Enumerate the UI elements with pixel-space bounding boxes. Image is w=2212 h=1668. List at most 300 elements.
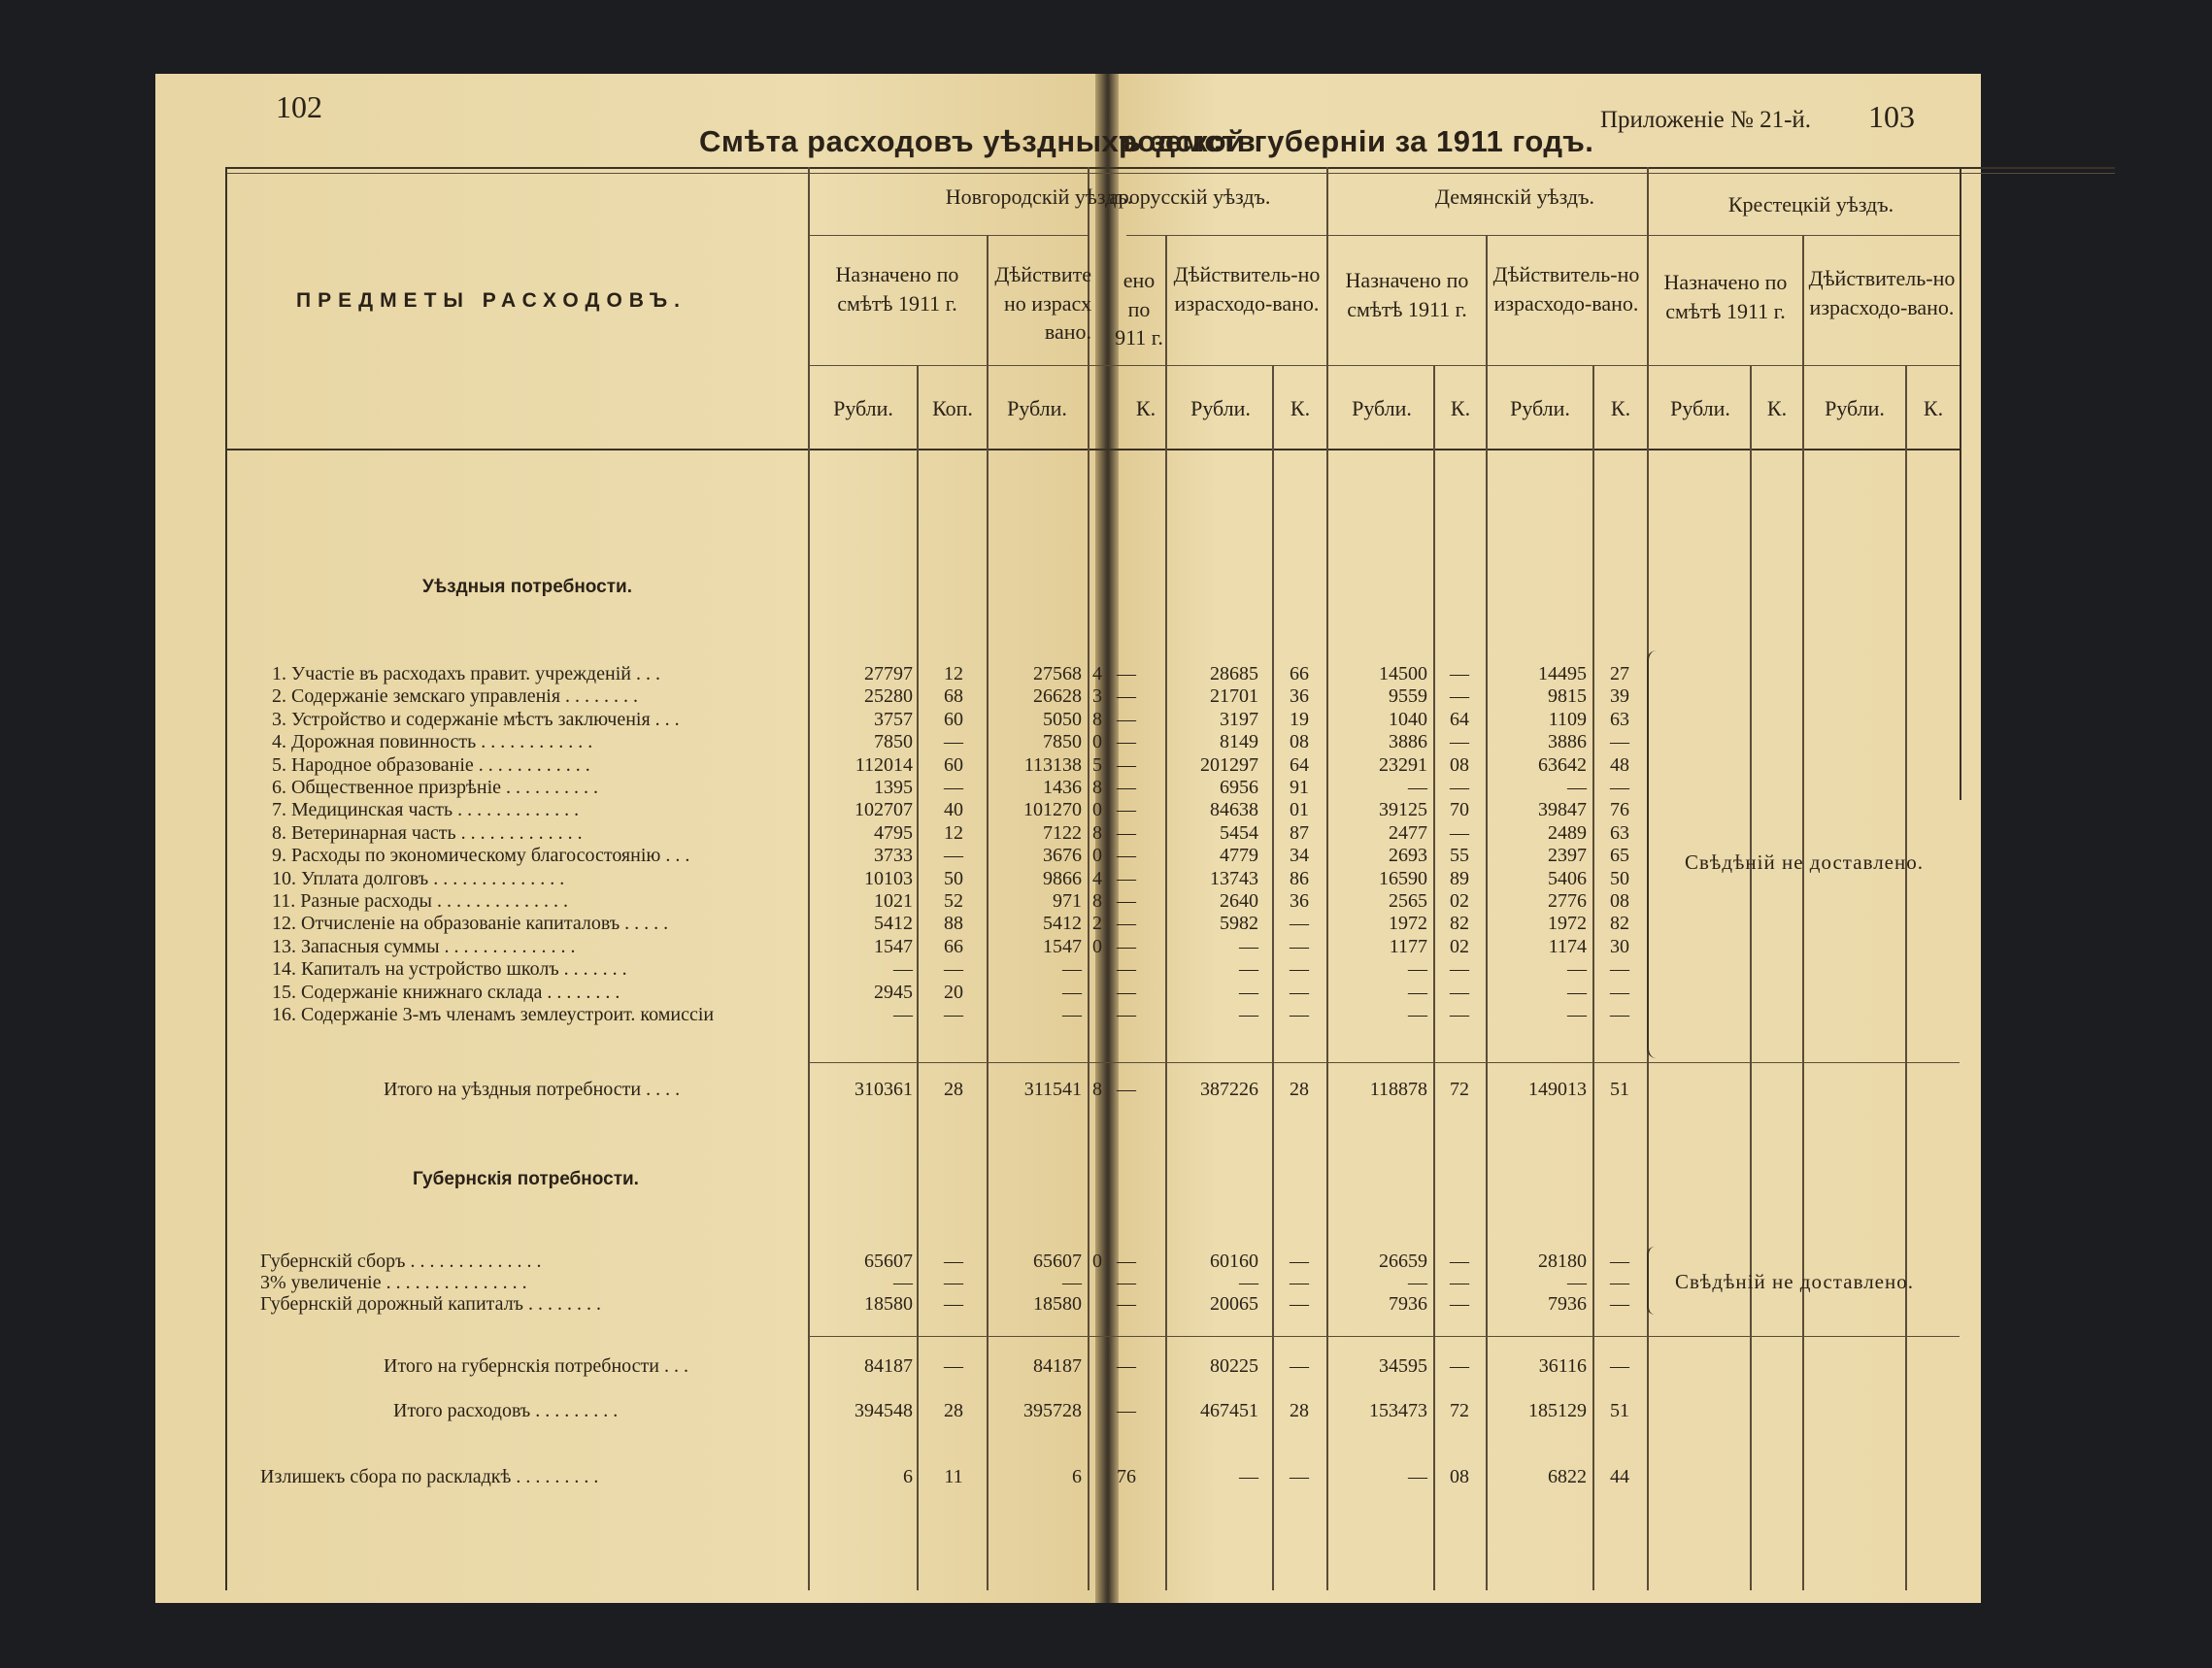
cell: 51 [1610, 1079, 1629, 1100]
cell: 65607 [864, 1251, 913, 1272]
cell: — [1450, 1293, 1469, 1315]
cell: 86 [1290, 867, 1309, 889]
cell: — [1239, 935, 1258, 957]
cell: 80225 [1210, 1355, 1258, 1377]
row-label: 2. Содержаніе земскаго управленія . . . . . . . . [272, 685, 639, 708]
cell: 5050 [1043, 708, 1082, 730]
cell: — [1117, 1079, 1136, 1100]
cell: — [1239, 1466, 1258, 1487]
table-row [155, 754, 1981, 777]
cell: 3197 [1220, 708, 1258, 730]
cell: 101270 [1023, 799, 1082, 821]
cell: 1972 [1389, 913, 1427, 935]
cell: 76 [1117, 1466, 1136, 1487]
cell: 50 [1610, 867, 1629, 889]
cell: 60160 [1210, 1251, 1258, 1272]
unit-k: К. [1923, 396, 1944, 420]
cell: — [1567, 958, 1587, 981]
unit-rubles: Рубли. [833, 396, 893, 420]
cell: 34595 [1379, 1355, 1427, 1377]
cell: — [1117, 799, 1136, 821]
actual-header: Дѣйствитель-но израсходо-вано. [1808, 266, 1956, 319]
cell: — [1239, 1272, 1258, 1293]
cell: 01 [1290, 799, 1309, 821]
row-label: 15. Содержаніе книжнаго склада . . . . . . . . [272, 981, 620, 1003]
cell: 7850 [1043, 731, 1082, 753]
cell: — [1117, 708, 1136, 730]
cell: — [944, 1272, 963, 1293]
cell: — [1062, 1004, 1082, 1025]
table-row [155, 1293, 1981, 1316]
cell: 201297 [1200, 753, 1258, 776]
cell: — [944, 1293, 963, 1315]
cell: 9815 [1548, 685, 1587, 708]
cell: 1972 [1548, 913, 1587, 935]
cell: 1436 [1043, 777, 1082, 798]
cell: 84638 [1210, 799, 1258, 821]
district-demyansk: Демянскій уѣздъ. [1434, 184, 1594, 209]
unit-rubles: Рубли. [1007, 396, 1067, 420]
cell: 4779 [1220, 845, 1258, 867]
cell: — [1610, 777, 1629, 798]
cell: 28180 [1538, 1251, 1587, 1272]
cell: 28 [1290, 1400, 1309, 1421]
cell: 23291 [1379, 753, 1427, 776]
cell: 2397 [1548, 845, 1587, 867]
assigned-header-cut: ено по 911 г. [1115, 268, 1163, 350]
cell: 27 [1610, 663, 1629, 684]
cell: 2945 [874, 981, 913, 1003]
cell: — [944, 731, 963, 753]
district-novgorod: Новгородскій уѣздъ. [945, 184, 1133, 209]
cell: 118878 [1369, 1079, 1427, 1100]
cell: 21701 [1210, 685, 1258, 708]
subtotal-rule [808, 1062, 1960, 1063]
row-label: 1. Участіе въ расходахъ правит. учрежденій . . . [272, 663, 660, 684]
cell: 30 [1610, 935, 1629, 957]
assigned-header: Назначено по смѣтѣ 1911 г. [835, 262, 959, 316]
cell: — [1117, 913, 1136, 935]
cell: — [1239, 958, 1258, 981]
cell: 0 [1092, 935, 1102, 957]
cell: 72 [1450, 1079, 1469, 1100]
cell: — [1290, 1004, 1309, 1025]
cell: — [1117, 845, 1136, 867]
book-spread [155, 74, 1981, 1603]
cell: — [1062, 981, 1082, 1003]
row-label: Губернскій дорожный капиталъ . . . . . . . . [260, 1293, 602, 1315]
unit-k: К. [1450, 396, 1471, 420]
cell: 68 [944, 685, 963, 708]
table-row [155, 936, 1981, 958]
cell: — [1117, 935, 1136, 957]
top-rule-thin [225, 173, 2115, 174]
cell: 8 [1092, 890, 1102, 912]
cell: 39847 [1538, 799, 1587, 821]
hdr-rule [808, 365, 1960, 366]
cell: 3757 [874, 708, 913, 730]
cell: 467451 [1200, 1400, 1258, 1421]
cell: 8 [1092, 777, 1102, 798]
cell: 2640 [1220, 890, 1258, 912]
cell: 12 [944, 821, 963, 844]
cell: 11 [944, 1466, 963, 1487]
cell: — [1610, 1251, 1629, 1272]
brace-district [1647, 651, 1668, 1058]
cell: 84187 [864, 1355, 913, 1377]
cell: 63 [1610, 708, 1629, 730]
cell: 13743 [1210, 867, 1258, 889]
table-row [155, 663, 1981, 685]
cell: 5982 [1220, 913, 1258, 935]
cell: — [1408, 958, 1427, 981]
cell: 63642 [1538, 753, 1587, 776]
cell: 66 [944, 935, 963, 957]
cell: 2 [1092, 913, 1102, 935]
cell: — [1567, 1004, 1587, 1025]
cell: 14495 [1538, 663, 1587, 684]
cell: 8 [1092, 708, 1102, 730]
cell: — [1290, 1466, 1309, 1487]
cell: — [1610, 958, 1629, 981]
top-rule [225, 167, 2115, 169]
cell: — [1117, 1355, 1136, 1377]
cell: 40 [944, 799, 963, 821]
row-label: 14. Капиталъ на устройство школъ . . . . . . . [272, 958, 627, 981]
cell: 55 [1450, 845, 1469, 867]
cell: 36 [1290, 685, 1309, 708]
cell: 5406 [1548, 867, 1587, 889]
cell: — [1450, 1251, 1469, 1272]
district-krestets: Крестецкій уѣздъ. [1727, 192, 1894, 217]
cell: — [1450, 685, 1469, 708]
cell: — [1450, 1272, 1469, 1293]
assigned-header: Назначено по смѣтѣ 1911 г. [1663, 270, 1788, 323]
cell: — [1567, 1272, 1587, 1293]
cell: 51 [1610, 1400, 1629, 1421]
cell: 5 [1092, 753, 1102, 776]
table-row [155, 709, 1981, 731]
district-starorussky: арорусскій уѣздъ. [1109, 184, 1271, 209]
cell: 28685 [1210, 663, 1258, 684]
cell: 66 [1290, 663, 1309, 684]
cell: — [1290, 913, 1309, 935]
cell: — [1117, 1004, 1136, 1025]
cell: 27797 [864, 663, 913, 684]
cell: 82 [1450, 913, 1469, 935]
row-label: 3% увеличеніе . . . . . . . . . . . . . . . [260, 1272, 527, 1293]
cell: 1547 [874, 935, 913, 957]
hdr-rule [808, 235, 1088, 236]
cell: 91 [1290, 777, 1309, 798]
cell: 2477 [1389, 821, 1427, 844]
cell: — [1450, 1355, 1469, 1377]
cell: 50 [944, 867, 963, 889]
cell: — [1610, 1355, 1629, 1377]
cell: — [1117, 1293, 1136, 1315]
row-label: 5. Народное образованіе . . . . . . . . . . . . [272, 753, 590, 776]
cell: 0 [1092, 1251, 1102, 1272]
cell: 08 [1450, 753, 1469, 776]
cell: 08 [1610, 890, 1629, 912]
cell: — [1290, 1272, 1309, 1293]
section-district: Уѣздныя потребности. [422, 577, 632, 597]
cell: 39125 [1379, 799, 1427, 821]
cell: — [893, 1272, 913, 1293]
cell: — [944, 958, 963, 981]
cell: — [1610, 1272, 1629, 1293]
row-label: 3. Устройство и содержаніе мѣстъ заключенія . . . [272, 708, 680, 730]
cell: 5454 [1220, 821, 1258, 844]
assigned-header: Назначено по смѣтѣ 1911 г. [1345, 268, 1469, 321]
unit-k: К. [1610, 396, 1631, 420]
cell: 18580 [864, 1293, 913, 1315]
unit-rubles: Рубли. [1352, 396, 1412, 420]
cell: 88 [944, 913, 963, 935]
cell: 112014 [855, 753, 913, 776]
cell: — [1117, 1400, 1136, 1421]
cell: — [1117, 731, 1136, 753]
cell: — [893, 1004, 913, 1025]
row-label: Итого расходовъ . . . . . . . . . [393, 1400, 619, 1421]
table-row [155, 685, 1981, 708]
cell: 16590 [1379, 867, 1427, 889]
unit-rubles: Рубли. [1190, 396, 1251, 420]
cell: 971 [1053, 890, 1082, 912]
cell: 08 [1450, 1466, 1469, 1487]
cell: — [944, 777, 963, 798]
cell: 70 [1450, 799, 1469, 821]
table-row [155, 958, 1981, 981]
cell: 8149 [1220, 731, 1258, 753]
cell: 7936 [1389, 1293, 1427, 1315]
actual-header-cut: Дѣйствите но израсх вано. [994, 262, 1091, 345]
cell: — [1117, 685, 1136, 708]
surplus-row [155, 1466, 1981, 1488]
total-all-row [155, 1400, 1981, 1422]
page-title-left: Смѣта расходовъ уѣздныхъ земств [699, 124, 1257, 158]
cell: 6 [1072, 1466, 1082, 1487]
cell: 0 [1092, 799, 1102, 821]
cell: 36116 [1538, 1355, 1587, 1377]
items-caption: ПРЕДМЕТЫ РАСХОДОВЪ. [296, 289, 687, 312]
actual-header: Дѣйствитель-но израсходо-вано. [1492, 262, 1640, 316]
cell: — [1290, 1251, 1309, 1272]
unit-rubles: Рубли. [1670, 396, 1730, 420]
row-label: 10. Уплата долговъ . . . . . . . . . . . . . . [272, 867, 565, 889]
table-row [155, 822, 1981, 845]
section-provincial: Губернскія потребности. [413, 1169, 639, 1189]
unit-k: К. [1135, 396, 1156, 420]
cell: — [1117, 663, 1136, 684]
cell: 64 [1290, 753, 1309, 776]
row-label: Излишекъ сбора по раскладкѣ . . . . . . . . . [260, 1466, 599, 1487]
cell: 394548 [855, 1400, 913, 1421]
cell: — [1567, 981, 1587, 1003]
cell: 0 [1092, 845, 1102, 867]
cell: 113138 [1023, 753, 1082, 776]
cell: 387226 [1200, 1079, 1258, 1100]
cell: 1395 [874, 777, 913, 798]
cell: 08 [1290, 731, 1309, 753]
cell: — [1408, 1272, 1427, 1293]
cell: 14500 [1379, 663, 1427, 684]
row-label: Губернскій сборъ . . . . . . . . . . . . . . [260, 1251, 542, 1272]
page-number-right: 103 [1868, 99, 1915, 134]
cell: 28 [944, 1079, 963, 1100]
cell: — [1290, 958, 1309, 981]
cell: 60 [944, 708, 963, 730]
cell: 3886 [1548, 731, 1587, 753]
cell: 26628 [1033, 685, 1082, 708]
row-label: 7. Медицинская часть . . . . . . . . . . . . . [272, 799, 580, 821]
cell: 1021 [874, 890, 913, 912]
cell: — [1062, 1272, 1082, 1293]
cell: — [893, 958, 913, 981]
cell: 3 [1092, 685, 1102, 708]
cell: 1109 [1548, 708, 1587, 730]
table-row [155, 799, 1981, 821]
row-label: 4. Дорожная повинность . . . . . . . . . . . . [272, 731, 593, 753]
total-provincial-row [155, 1355, 1981, 1378]
cell: 2776 [1548, 890, 1587, 912]
cell: 310361 [855, 1079, 913, 1100]
cell: — [1117, 890, 1136, 912]
cell: 1174 [1548, 935, 1587, 957]
cell: 20 [944, 981, 963, 1003]
cell: — [1450, 777, 1469, 798]
cell: 8 [1092, 1079, 1102, 1100]
cell: 7850 [874, 731, 913, 753]
cell: 64 [1450, 708, 1469, 730]
row-label: 6. Общественное призрѣніе . . . . . . . . . . [272, 777, 599, 798]
page-title-right: родской губерніи за 1911 годъ. [1119, 124, 1594, 158]
table-row [155, 1004, 1981, 1026]
cell: 65607 [1033, 1251, 1082, 1272]
cell: 84187 [1033, 1355, 1082, 1377]
cell: 02 [1450, 890, 1469, 912]
cell: — [944, 1004, 963, 1025]
no-data-district: Свѣдѣній не доставлено. [1685, 851, 1924, 874]
header-bottom-rule [225, 449, 1960, 450]
table-row [155, 777, 1981, 799]
cell: 72 [1450, 1400, 1469, 1421]
table-row [155, 731, 1981, 753]
cell: — [1450, 821, 1469, 844]
cell: 27568 [1033, 663, 1082, 684]
cell: 149013 [1528, 1079, 1587, 1100]
cell: 18580 [1033, 1293, 1082, 1315]
cell: 3886 [1389, 731, 1427, 753]
cell: — [944, 845, 963, 867]
cell: 25280 [864, 685, 913, 708]
cell: 102707 [855, 799, 913, 821]
unit-rubles: Рубли. [1510, 396, 1570, 420]
row-label: 11. Разные расходы . . . . . . . . . . . . . . [272, 890, 568, 912]
row-label: Итого на губернскія потребности . . . [384, 1355, 688, 1377]
table-row [155, 913, 1981, 935]
cell: 87 [1290, 821, 1309, 844]
cell: — [1290, 1293, 1309, 1315]
cell: 7936 [1548, 1293, 1587, 1315]
cell: 28 [944, 1400, 963, 1421]
cell: — [1290, 1355, 1309, 1377]
cell: 76 [1610, 799, 1629, 821]
subtotal-rule [808, 1336, 1960, 1337]
cell: 28 [1290, 1079, 1309, 1100]
cell: — [1062, 958, 1082, 981]
cell: 153473 [1369, 1400, 1427, 1421]
cell: 52 [944, 890, 963, 912]
row-label: 13. Запасныя суммы . . . . . . . . . . . . . . [272, 935, 576, 957]
cell: 65 [1610, 845, 1629, 867]
cell: — [1117, 1272, 1136, 1293]
cell: 1040 [1389, 708, 1427, 730]
no-data-provincial: Свѣдѣній не доставлено. [1675, 1270, 1914, 1293]
unit-k: К. [1766, 396, 1788, 420]
cell: 2489 [1548, 821, 1587, 844]
cell: — [1239, 1004, 1258, 1025]
cell: 89 [1450, 867, 1469, 889]
brace-provincial [1647, 1247, 1662, 1315]
cell: — [1290, 981, 1309, 1003]
cell: 9559 [1389, 685, 1427, 708]
cell: — [1117, 958, 1136, 981]
cell: — [1450, 731, 1469, 753]
cell: 12 [944, 663, 963, 684]
cell: — [1610, 1004, 1629, 1025]
table-row [155, 890, 1981, 913]
cell: — [1450, 1004, 1469, 1025]
cell: 10103 [864, 867, 913, 889]
cell: — [1408, 777, 1427, 798]
cell: 26659 [1379, 1251, 1427, 1272]
cell: 20065 [1210, 1293, 1258, 1315]
cell: 02 [1450, 935, 1469, 957]
row-label: 9. Расходы по экономическому благосостоянію . . . [272, 845, 690, 867]
cell: 3733 [874, 845, 913, 867]
hdr-rule [1126, 235, 1960, 236]
cell: 48 [1610, 753, 1629, 776]
actual-header: Дѣйствитель-но израсходо-вано. [1173, 262, 1321, 316]
row-label: Итого на уѣздныя потребности . . . . [384, 1079, 681, 1100]
cell: 3676 [1043, 845, 1082, 867]
cell: 63 [1610, 821, 1629, 844]
cell: 1177 [1389, 935, 1427, 957]
cell: 185129 [1528, 1400, 1587, 1421]
cell: — [1567, 777, 1587, 798]
cell: — [1450, 663, 1469, 684]
cell: — [1408, 1004, 1427, 1025]
row-label: 16. Содержаніе 3-мъ членамъ землеустроит. комиссіи [272, 1004, 715, 1025]
cell: — [1117, 777, 1136, 798]
cell: 4 [1092, 663, 1102, 684]
page-number-left: 102 [276, 89, 322, 124]
cell: 19 [1290, 708, 1309, 730]
row-label: 12. Отчисленіе на образованіе капиталовъ . . . . . [272, 913, 669, 935]
unit-k: К. [1290, 396, 1311, 420]
cell: 7122 [1043, 821, 1082, 844]
cell: — [1117, 821, 1136, 844]
cell: — [1290, 935, 1309, 957]
cell: — [1610, 981, 1629, 1003]
unit-rubles: Рубли. [1825, 396, 1885, 420]
cell: 311541 [1023, 1079, 1082, 1100]
cell: 8 [1092, 821, 1102, 844]
cell: — [1450, 981, 1469, 1003]
cell: 4795 [874, 821, 913, 844]
cell: 2693 [1389, 845, 1427, 867]
